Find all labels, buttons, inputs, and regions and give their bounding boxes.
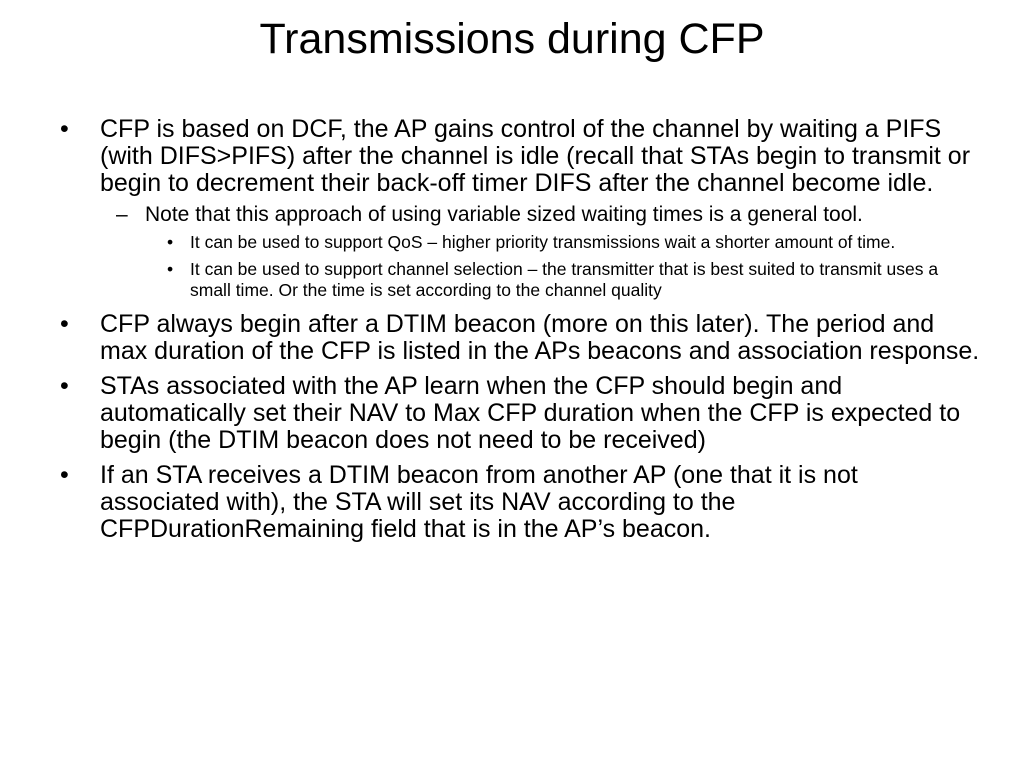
sub-sub-bullet-item bbox=[60, 259, 980, 301]
sub-sub-bullet-text: It can be used to support QoS – higher priority transmissions wait a shorter amount of time. bbox=[190, 232, 896, 252]
bullet-text: If an STA receives a DTIM beacon from another AP (one that it is not associated with), the STA will set its NAV according to the CFPDurationRemaining field that is in the AP’s beacon. bbox=[100, 461, 858, 543]
slide-title: Transmissions during CFP bbox=[259, 15, 765, 63]
bullet-dot-icon: • bbox=[60, 310, 69, 338]
sub-bullet-text: Note that this approach of using variable sized waiting times is a general tool. bbox=[145, 203, 863, 226]
sub-sub-bullet-text: It can be used to support channel selection – the transmitter that is best suited to transmit uses a small time. Or the time is set according to the channel quality bbox=[190, 259, 939, 300]
bullet-dot-icon: • bbox=[60, 115, 69, 143]
small-dot-icon: • bbox=[167, 259, 174, 279]
bullet-item bbox=[60, 116, 980, 197]
bullet-item bbox=[60, 462, 980, 543]
dash-bullet-icon: – bbox=[116, 203, 128, 226]
bullet-dot-icon: • bbox=[60, 461, 69, 489]
small-dot-icon: • bbox=[167, 232, 174, 252]
bullet-text: CFP always begin after a DTIM beacon (more on this later). The period and max duration of the CFP is listed in the APs beacons and association response. bbox=[100, 310, 980, 365]
bullet-text: STAs associated with the AP learn when the CFP should begin and automatically set their NAV to Max CFP duration when the CFP is expected to begin (the DTIM beacon does not need to be received) bbox=[100, 372, 961, 454]
slide-body bbox=[60, 116, 980, 551]
bullet-item bbox=[60, 311, 980, 365]
bullet-text: CFP is based on DCF, the AP gains control of the channel by waiting a PIFS (with DIFS>PIFS) after the channel is idle (recall that STAs begin to transmit or begin to decrement their back-off timer DIFS after the channel become idle. bbox=[100, 115, 971, 197]
bullet-item bbox=[60, 373, 980, 454]
sub-sub-bullet-item bbox=[60, 232, 980, 253]
bullet-dot-icon: • bbox=[60, 372, 69, 400]
sub-bullet-item bbox=[60, 203, 980, 227]
